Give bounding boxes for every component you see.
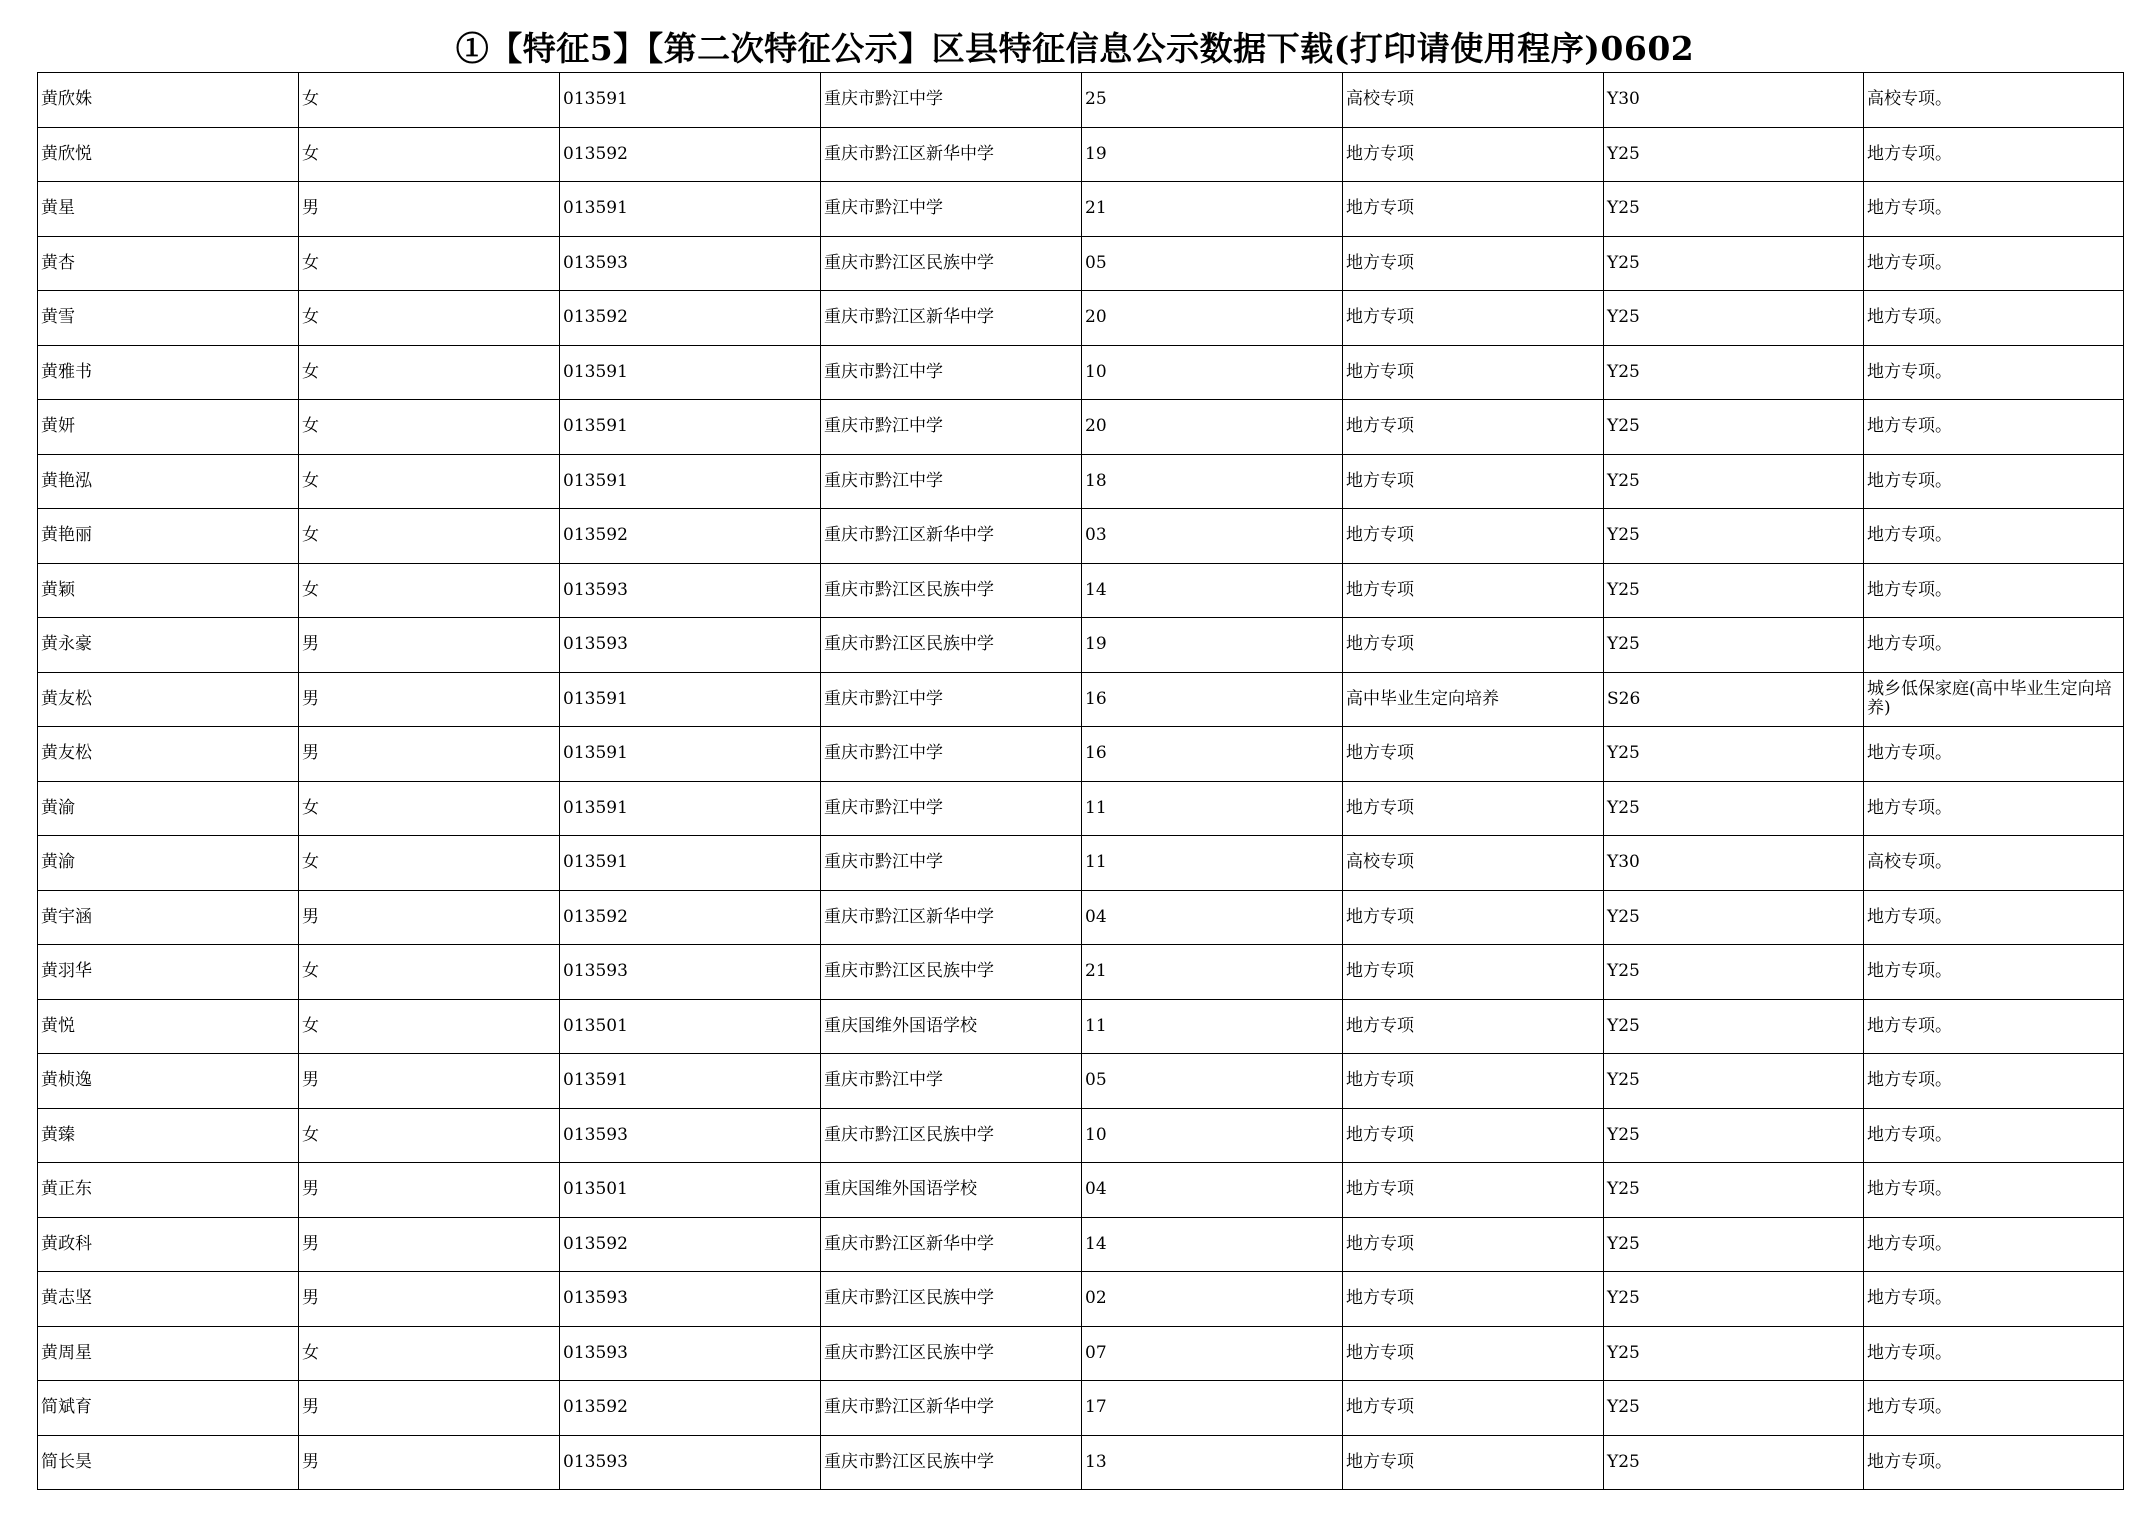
table-row [38,672,2124,727]
class-cell: 03 [1082,509,1343,564]
gender-cell: 女 [299,781,560,836]
remark-cell: 地方专项。 [1864,127,2124,182]
category-cell: 地方专项 [1343,182,1604,237]
school-code-cell: 013591 [560,1054,821,1109]
table-row [38,945,2124,1000]
code-cell: Y25 [1604,236,1864,291]
table-row [38,1108,2124,1163]
table-row [38,563,2124,618]
code-cell: Y25 [1604,1326,1864,1381]
school-code-cell: 013593 [560,236,821,291]
school-code-cell: 013591 [560,73,821,128]
table-row [38,781,2124,836]
school-name-cell: 重庆市黔江中学 [821,781,1082,836]
school-code-cell: 013592 [560,1381,821,1436]
remark-cell: 地方专项。 [1864,563,2124,618]
table-row [38,454,2124,509]
category-cell: 地方专项 [1343,999,1604,1054]
school-name-cell: 重庆市黔江区新华中学 [821,509,1082,564]
school-name-cell: 重庆国维外国语学校 [821,1163,1082,1218]
name-cell: 黄宇涵 [38,890,299,945]
page-title: ①【特征5】【第二次特征公示】区县特征信息公示数据下载(打印请使用程序)0602 [455,29,1695,68]
name-cell: 黄星 [38,182,299,237]
remark-cell: 地方专项。 [1864,509,2124,564]
name-cell: 黄友松 [38,672,299,727]
gender-cell: 女 [299,1326,560,1381]
school-code-cell: 013593 [560,1326,821,1381]
code-cell: Y25 [1604,127,1864,182]
school-code-cell: 013592 [560,509,821,564]
category-cell: 地方专项 [1343,1217,1604,1272]
category-cell: 地方专项 [1343,1435,1604,1490]
category-cell: 地方专项 [1343,727,1604,782]
category-cell: 地方专项 [1343,127,1604,182]
gender-cell: 女 [299,454,560,509]
category-cell: 地方专项 [1343,890,1604,945]
name-cell: 黄艳泓 [38,454,299,509]
gender-cell: 男 [299,618,560,673]
table-row [38,73,2124,128]
class-cell: 19 [1082,127,1343,182]
table-row [38,182,2124,237]
class-cell: 11 [1082,836,1343,891]
name-cell: 黄友松 [38,727,299,782]
remark-cell: 地方专项。 [1864,1381,2124,1436]
table-row [38,236,2124,291]
gender-cell: 男 [299,890,560,945]
category-cell: 地方专项 [1343,1163,1604,1218]
remark-cell: 地方专项。 [1864,1326,2124,1381]
category-cell: 地方专项 [1343,1381,1604,1436]
remark-cell: 地方专项。 [1864,618,2124,673]
remark-cell: 地方专项。 [1864,1435,2124,1490]
name-cell: 黄渝 [38,781,299,836]
table-row [38,999,2124,1054]
gender-cell: 男 [299,1054,560,1109]
code-cell: Y25 [1604,1272,1864,1327]
name-cell: 黄欣悦 [38,127,299,182]
remark-cell: 地方专项。 [1864,1054,2124,1109]
code-cell: Y25 [1604,781,1864,836]
name-cell: 黄杏 [38,236,299,291]
gender-cell: 女 [299,999,560,1054]
name-cell: 黄颖 [38,563,299,618]
school-name-cell: 重庆市黔江区新华中学 [821,291,1082,346]
school-code-cell: 013592 [560,291,821,346]
remark-cell: 地方专项。 [1864,1163,2124,1218]
gender-cell: 女 [299,291,560,346]
remark-cell: 地方专项。 [1864,945,2124,1000]
table-row [38,1381,2124,1436]
class-cell: 10 [1082,1108,1343,1163]
code-cell: Y25 [1604,345,1864,400]
category-cell: 地方专项 [1343,1108,1604,1163]
code-cell: Y25 [1604,890,1864,945]
class-cell: 25 [1082,73,1343,128]
school-code-cell: 013593 [560,618,821,673]
code-cell: S26 [1604,672,1864,727]
school-name-cell: 重庆市黔江中学 [821,345,1082,400]
table-row [38,1326,2124,1381]
school-name-cell: 重庆市黔江区民族中学 [821,236,1082,291]
remark-cell: 地方专项。 [1864,1272,2124,1327]
class-cell: 21 [1082,182,1343,237]
gender-cell: 男 [299,1381,560,1436]
table-row [38,1054,2124,1109]
remark-cell: 地方专项。 [1864,182,2124,237]
name-cell: 黄桢逸 [38,1054,299,1109]
class-cell: 14 [1082,1217,1343,1272]
class-cell: 05 [1082,1054,1343,1109]
class-cell: 19 [1082,618,1343,673]
table-row [38,509,2124,564]
school-name-cell: 重庆市黔江区民族中学 [821,945,1082,1000]
class-cell: 11 [1082,999,1343,1054]
code-cell: Y25 [1604,1435,1864,1490]
remark-cell: 地方专项。 [1864,1108,2124,1163]
table-row [38,345,2124,400]
school-code-cell: 013592 [560,890,821,945]
school-code-cell: 013591 [560,454,821,509]
school-name-cell: 重庆市黔江中学 [821,672,1082,727]
gender-cell: 女 [299,945,560,1000]
category-cell: 地方专项 [1343,1272,1604,1327]
gender-cell: 女 [299,509,560,564]
school-name-cell: 重庆市黔江区民族中学 [821,1108,1082,1163]
remark-cell: 地方专项。 [1864,727,2124,782]
category-cell: 高校专项 [1343,73,1604,128]
table-row [38,1163,2124,1218]
name-cell: 简长昊 [38,1435,299,1490]
name-cell: 黄政科 [38,1217,299,1272]
remark-cell: 地方专项。 [1864,454,2124,509]
school-code-cell: 013591 [560,727,821,782]
table-row [38,727,2124,782]
remark-cell: 地方专项。 [1864,781,2124,836]
school-code-cell: 013591 [560,781,821,836]
gender-cell: 男 [299,1163,560,1218]
code-cell: Y30 [1604,836,1864,891]
name-cell: 黄永豪 [38,618,299,673]
school-code-cell: 013591 [560,345,821,400]
name-cell: 黄羽华 [38,945,299,1000]
gender-cell: 女 [299,236,560,291]
table-row [38,400,2124,455]
category-cell: 地方专项 [1343,781,1604,836]
code-cell: Y25 [1604,563,1864,618]
category-cell: 地方专项 [1343,1326,1604,1381]
gender-cell: 女 [299,1108,560,1163]
remark-cell: 高校专项。 [1864,836,2124,891]
school-code-cell: 013501 [560,999,821,1054]
school-name-cell: 重庆市黔江中学 [821,727,1082,782]
school-code-cell: 013591 [560,400,821,455]
class-cell: 20 [1082,400,1343,455]
gender-cell: 男 [299,1217,560,1272]
gender-cell: 女 [299,127,560,182]
name-cell: 黄妍 [38,400,299,455]
class-cell: 20 [1082,291,1343,346]
remark-cell: 地方专项。 [1864,1217,2124,1272]
school-code-cell: 013591 [560,836,821,891]
gender-cell: 女 [299,73,560,128]
remark-cell: 地方专项。 [1864,236,2124,291]
code-cell: Y25 [1604,999,1864,1054]
school-code-cell: 013501 [560,1163,821,1218]
school-name-cell: 重庆市黔江区民族中学 [821,1272,1082,1327]
code-cell: Y25 [1604,1108,1864,1163]
gender-cell: 女 [299,836,560,891]
school-name-cell: 重庆市黔江中学 [821,836,1082,891]
category-cell: 地方专项 [1343,236,1604,291]
class-cell: 04 [1082,890,1343,945]
code-cell: Y25 [1604,727,1864,782]
school-name-cell: 重庆市黔江区民族中学 [821,618,1082,673]
class-cell: 07 [1082,1326,1343,1381]
name-cell: 黄雪 [38,291,299,346]
name-cell: 黄臻 [38,1108,299,1163]
school-name-cell: 重庆市黔江区民族中学 [821,1326,1082,1381]
code-cell: Y25 [1604,1381,1864,1436]
table-row [38,890,2124,945]
remark-cell: 地方专项。 [1864,345,2124,400]
school-name-cell: 重庆市黔江区新华中学 [821,127,1082,182]
category-cell: 地方专项 [1343,345,1604,400]
code-cell: Y25 [1604,1163,1864,1218]
name-cell: 简斌育 [38,1381,299,1436]
table-row [38,836,2124,891]
class-cell: 16 [1082,672,1343,727]
class-cell: 11 [1082,781,1343,836]
code-cell: Y25 [1604,509,1864,564]
school-code-cell: 013591 [560,672,821,727]
remark-cell: 地方专项。 [1864,291,2124,346]
school-name-cell: 重庆市黔江中学 [821,454,1082,509]
school-code-cell: 013591 [560,182,821,237]
code-cell: Y25 [1604,454,1864,509]
remark-cell: 地方专项。 [1864,999,2124,1054]
gender-cell: 男 [299,727,560,782]
name-cell: 黄雅书 [38,345,299,400]
table-row [38,127,2124,182]
name-cell: 黄正东 [38,1163,299,1218]
category-cell: 地方专项 [1343,618,1604,673]
table-row [38,1217,2124,1272]
gender-cell: 女 [299,400,560,455]
table-row [38,1272,2124,1327]
school-name-cell: 重庆市黔江区民族中学 [821,563,1082,618]
school-code-cell: 013593 [560,563,821,618]
table-body [38,73,2124,1490]
name-cell: 黄志坚 [38,1272,299,1327]
name-cell: 黄悦 [38,999,299,1054]
category-cell: 高中毕业生定向培养 [1343,672,1604,727]
code-cell: Y25 [1604,400,1864,455]
remark-cell: 地方专项。 [1864,890,2124,945]
gender-cell: 男 [299,672,560,727]
name-cell: 黄艳丽 [38,509,299,564]
gender-cell: 女 [299,563,560,618]
school-name-cell: 重庆市黔江中学 [821,73,1082,128]
class-cell: 13 [1082,1435,1343,1490]
class-cell: 04 [1082,1163,1343,1218]
class-cell: 16 [1082,727,1343,782]
category-cell: 地方专项 [1343,509,1604,564]
school-name-cell: 重庆市黔江区新华中学 [821,890,1082,945]
class-cell: 17 [1082,1381,1343,1436]
school-name-cell: 重庆市黔江中学 [821,182,1082,237]
gender-cell: 女 [299,345,560,400]
category-cell: 地方专项 [1343,1054,1604,1109]
class-cell: 14 [1082,563,1343,618]
school-name-cell: 重庆市黔江区新华中学 [821,1217,1082,1272]
table-row [38,1435,2124,1490]
remark-cell: 地方专项。 [1864,400,2124,455]
remark-cell: 城乡低保家庭(高中毕业生定向培养) [1864,672,2124,727]
school-name-cell: 重庆国维外国语学校 [821,999,1082,1054]
code-cell: Y25 [1604,1217,1864,1272]
category-cell: 高校专项 [1343,836,1604,891]
class-cell: 05 [1082,236,1343,291]
class-cell: 10 [1082,345,1343,400]
class-cell: 18 [1082,454,1343,509]
code-cell: Y25 [1604,618,1864,673]
code-cell: Y25 [1604,1054,1864,1109]
school-code-cell: 013593 [560,945,821,1000]
category-cell: 地方专项 [1343,291,1604,346]
data-table [37,72,2124,1490]
school-name-cell: 重庆市黔江区民族中学 [821,1435,1082,1490]
name-cell: 黄周星 [38,1326,299,1381]
school-code-cell: 013592 [560,1217,821,1272]
class-cell: 21 [1082,945,1343,1000]
school-name-cell: 重庆市黔江中学 [821,1054,1082,1109]
school-name-cell: 重庆市黔江中学 [821,400,1082,455]
category-cell: 地方专项 [1343,454,1604,509]
code-cell: Y25 [1604,291,1864,346]
code-cell: Y25 [1604,945,1864,1000]
class-cell: 02 [1082,1272,1343,1327]
code-cell: Y25 [1604,182,1864,237]
school-code-cell: 013593 [560,1435,821,1490]
name-cell: 黄欣姝 [38,73,299,128]
gender-cell: 男 [299,182,560,237]
category-cell: 地方专项 [1343,563,1604,618]
code-cell: Y30 [1604,73,1864,128]
category-cell: 地方专项 [1343,400,1604,455]
school-code-cell: 013593 [560,1108,821,1163]
table-row [38,618,2124,673]
school-code-cell: 013593 [560,1272,821,1327]
school-name-cell: 重庆市黔江区新华中学 [821,1381,1082,1436]
gender-cell: 男 [299,1272,560,1327]
school-code-cell: 013592 [560,127,821,182]
category-cell: 地方专项 [1343,945,1604,1000]
table-row [38,291,2124,346]
remark-cell: 高校专项。 [1864,73,2124,128]
gender-cell: 男 [299,1435,560,1490]
name-cell: 黄渝 [38,836,299,891]
